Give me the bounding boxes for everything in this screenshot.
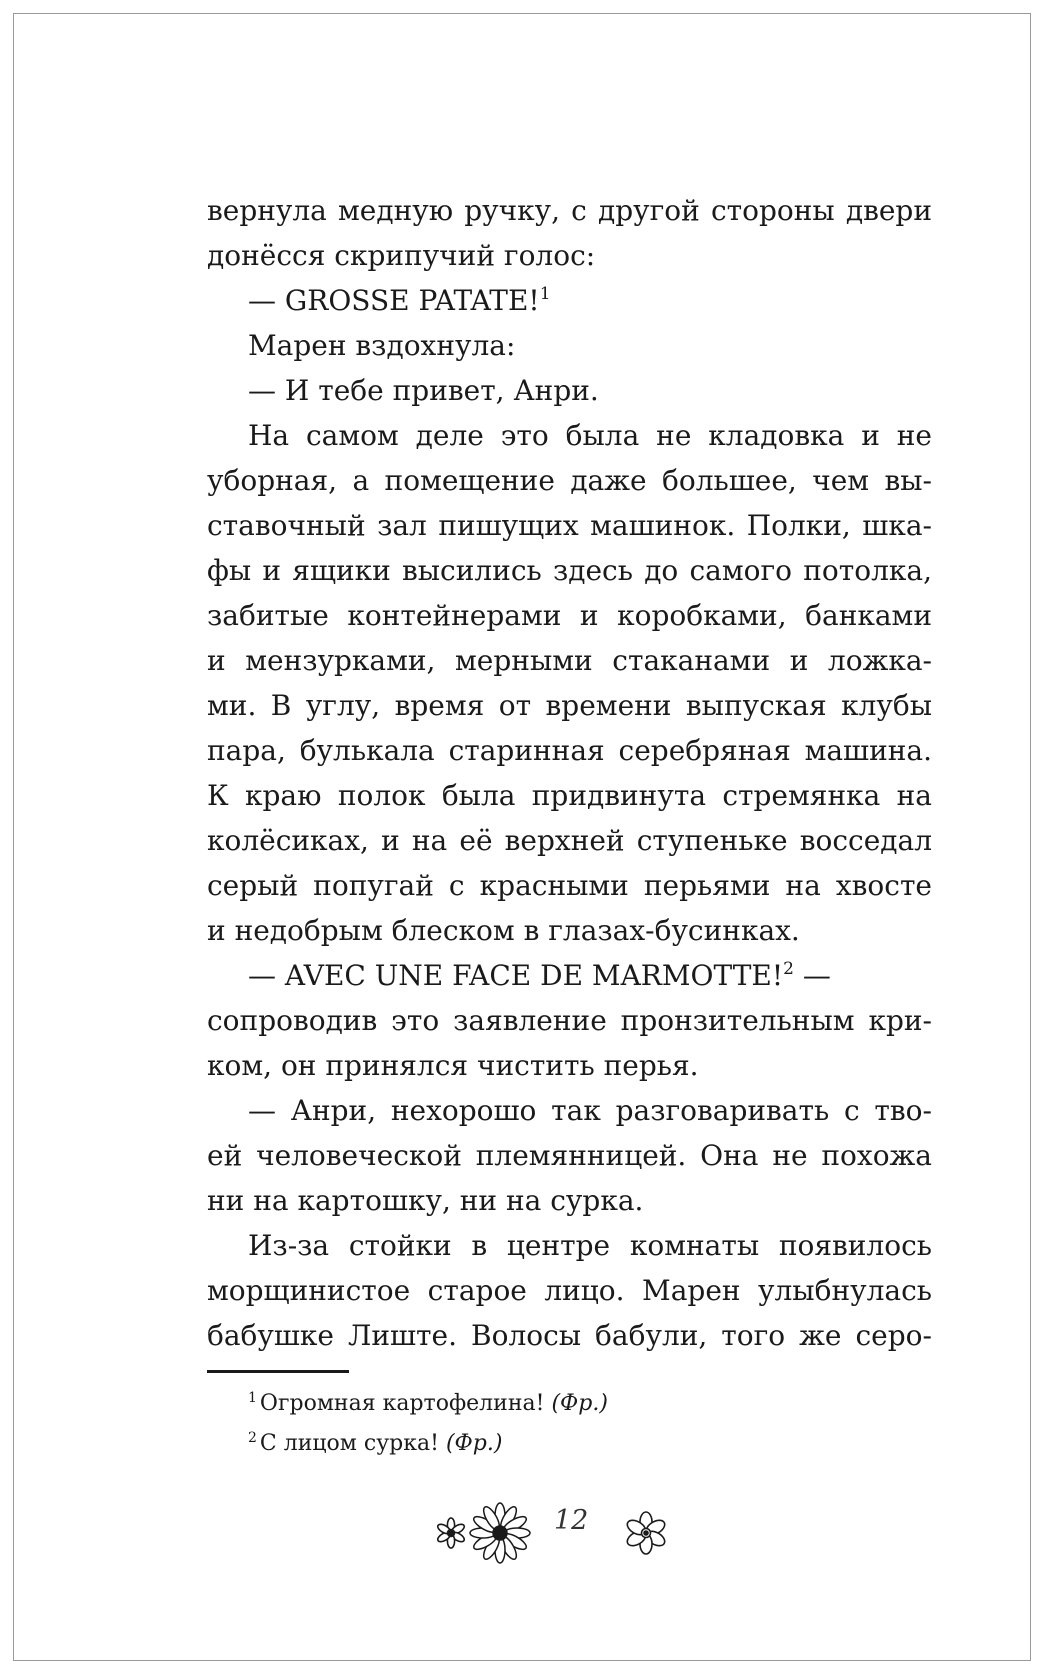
text-line: Марен вздохнула: xyxy=(248,329,516,362)
text-line xyxy=(207,278,932,323)
page-number: 12 xyxy=(554,1505,589,1536)
footnote-text: С лицом сурка! xyxy=(259,1431,439,1456)
text-line: бабушке Лиште. Волосы бабули, того же серо- xyxy=(207,1319,932,1352)
text-line: серый попугай с красными перьями на хвосте xyxy=(207,869,932,902)
flower-icon xyxy=(622,1509,670,1557)
text-line: и мензурками, мерными стаканами и ложка- xyxy=(207,644,932,677)
text-line: ей человеческой племянницей. Она не похожа xyxy=(207,1139,932,1172)
text-line: ми. В углу, время от времени выпуская клубы xyxy=(207,689,932,722)
text-line: На самом деле это была не кладовка и не xyxy=(248,419,932,452)
text-line xyxy=(207,953,932,998)
footnote-2 xyxy=(248,1425,928,1465)
text-line: — И тебе привет, Анри. xyxy=(248,374,599,407)
footnote-number: 2 xyxy=(248,1430,257,1446)
text-line: ком, он принялся чистить перья. xyxy=(207,1049,699,1082)
text-line: уборная, а помещение даже большее, чем вы- xyxy=(207,464,932,497)
dash: — xyxy=(802,959,831,992)
footnote-text: Огромная картофелина! xyxy=(259,1391,545,1416)
text-line: донёсся скрипучий голос: xyxy=(207,239,596,272)
text-line: и недобрым блеском в глазах-бусинках. xyxy=(207,914,800,947)
text-line: сопроводив это заявление пронзительным кри- xyxy=(207,1004,932,1037)
footnote-1 xyxy=(248,1385,928,1425)
text-line: пара, булькала старинная серебряная машина. xyxy=(207,734,932,767)
footnote-divider xyxy=(207,1370,349,1373)
body-text xyxy=(207,188,932,1358)
text-line: — Анри, нехорошо так разговаривать с тво- xyxy=(248,1094,932,1127)
footnote-ref-2[interactable]: 2 xyxy=(783,959,794,979)
text-line: ни на картошку, ни на сурка. xyxy=(207,1184,644,1217)
footnote-number: 1 xyxy=(248,1390,257,1406)
book-page xyxy=(13,13,1031,1661)
text-line: фы и ящики высились здесь до самого потолка, xyxy=(207,554,932,587)
text-line: вернула медную ручку, с другой стороны двери xyxy=(207,194,932,227)
text-line: ставочный зал пишущих машинок. Полки, шка- xyxy=(207,509,932,542)
dialogue-text: — AVEC UNE FACE DE MARMOTTE! xyxy=(248,959,784,992)
text-line: морщинистое старое лицо. Марен улыбнулась xyxy=(207,1274,932,1307)
footnote-ref-1[interactable]: 1 xyxy=(539,284,551,304)
flower-icon xyxy=(434,1516,468,1550)
flower-icon xyxy=(468,1501,532,1565)
footnote-language: (Фр.) xyxy=(445,1431,503,1456)
text-line: забитые контейнерами и коробками, банками xyxy=(207,599,932,632)
text-line: Из-за стойки в центре комнаты появилось xyxy=(248,1229,932,1262)
footnotes xyxy=(248,1385,928,1465)
page-footer xyxy=(434,1499,674,1569)
text-line: колёсиках, и на её верхней ступеньке восседал xyxy=(207,824,932,857)
footnote-language: (Фр.) xyxy=(551,1391,608,1416)
dialogue-text: — GROSSE PATATE! xyxy=(248,284,540,317)
text-line: К краю полок была придвинута стремянка на xyxy=(207,779,932,812)
